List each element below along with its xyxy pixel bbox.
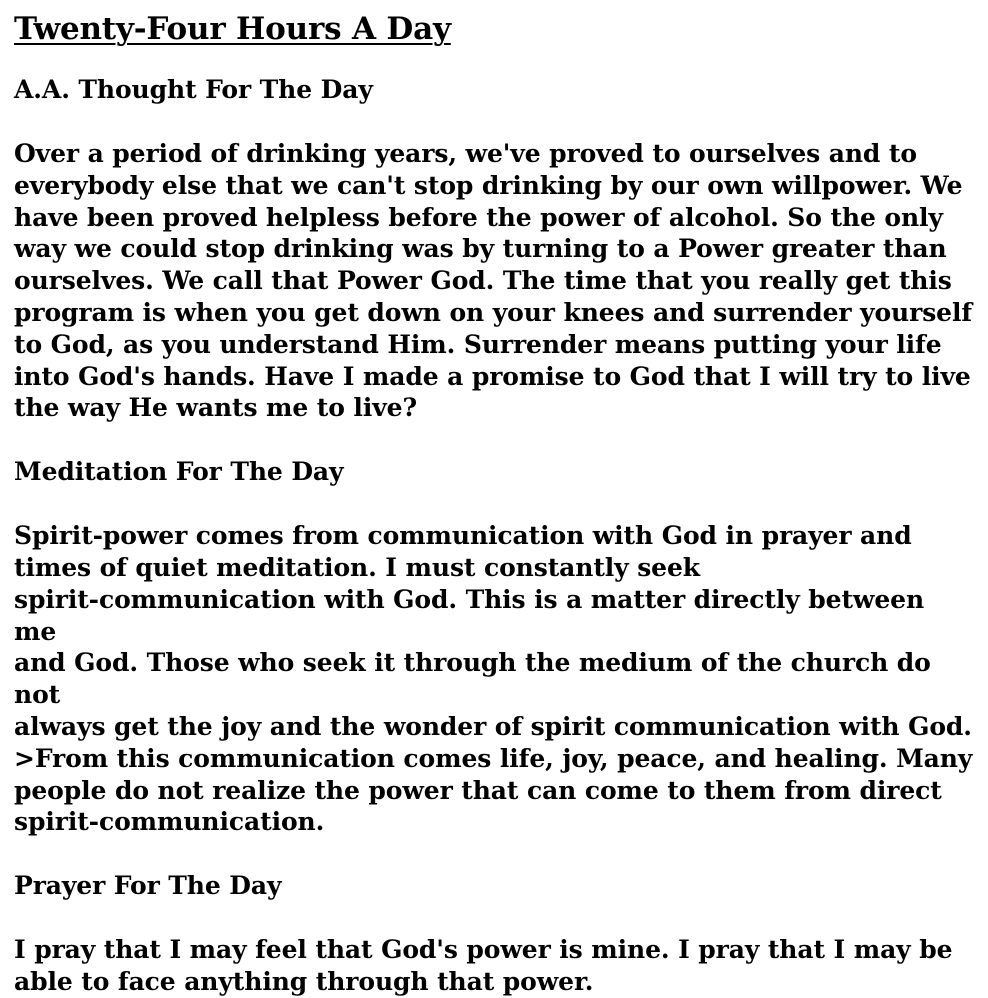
page-title: Twenty-Four Hours A Day	[14, 11, 451, 47]
text-line: into God's hands. Have I made a promise to God that I will try to live	[14, 361, 971, 391]
text-line: the way He wants me to live?	[14, 393, 417, 423]
text-line: >From this communication comes life, joy, peace, and healing. Many	[14, 743, 973, 773]
section-body-meditation	[14, 520, 974, 838]
text-line: Spirit-power comes from communication with God in prayer and	[14, 521, 912, 551]
text-line: ourselves. We call that Power God. The time that you really get this	[14, 266, 952, 296]
text-line: have been proved helpless before the power of alcohol. So the only	[14, 202, 943, 232]
text-line: I pray that I may feel that God's power is mine. I pray that I may be	[14, 935, 953, 965]
text-line: Over a period of drinking years, we've proved to ourselves and to	[14, 139, 917, 168]
text-line: people do not realize the power that can come to them from direct	[14, 775, 942, 805]
section-body-prayer	[14, 934, 974, 998]
text-line: program is when you get down on your knees and surrender yourself	[14, 297, 973, 327]
text-line: spirit-communication.	[14, 807, 325, 837]
text-line: way we could stop drinking was by turning to a Power greater than	[14, 234, 947, 264]
section-heading-meditation: Meditation For The Day	[14, 457, 344, 487]
text-line: able to face anything through that power.	[14, 966, 594, 996]
text-line: always get the joy and the wonder of spirit communication with God.	[14, 711, 972, 741]
text-line: everybody else that we can't stop drinking by our own willpower. We	[14, 170, 963, 200]
text-line: spirit-communication with God. This is a matter directly between me	[14, 584, 925, 646]
text-line: and God. Those who seek it through the medium of the church do not	[14, 648, 931, 710]
text-line: times of quiet meditation. I must constantly seek	[14, 552, 701, 582]
section-heading-thought: A.A. Thought For The Day	[14, 75, 373, 104]
text-line: to God, as you understand Him. Surrender means putting your life	[14, 329, 942, 359]
section-body-thought	[14, 138, 974, 424]
section-heading-prayer: Prayer For The Day	[14, 871, 282, 901]
